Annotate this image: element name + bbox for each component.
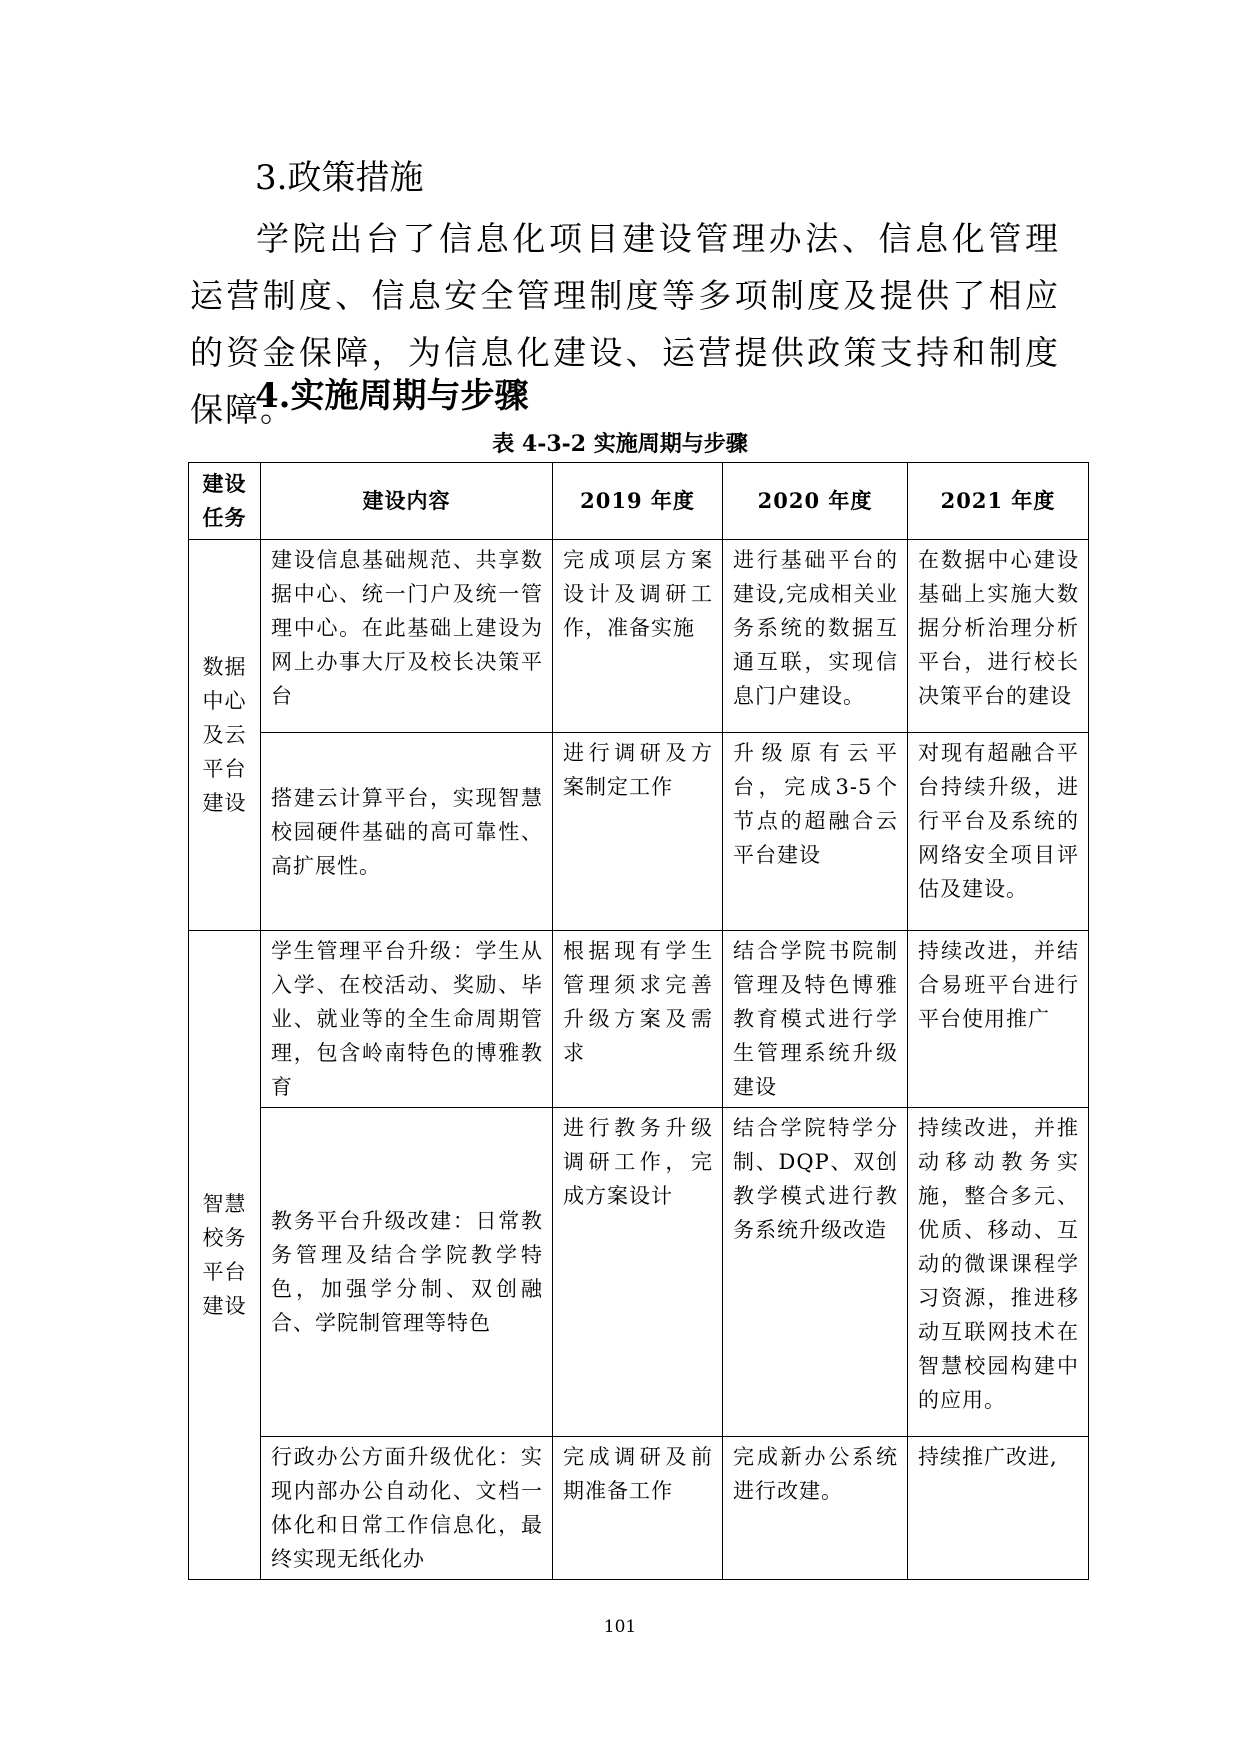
year-2020-cell: 结合学院书院制管理及特色博雅教育模式进行学生管理系统升级建设 — [723, 931, 908, 1108]
table-header-row — [189, 463, 1089, 540]
header-2020: 2020 年度 — [723, 463, 908, 540]
schedule-table — [188, 462, 1089, 1580]
table-row — [189, 540, 1089, 733]
header-2019: 2019 年度 — [553, 463, 723, 540]
year-2021-cell: 持续改进，并结合易班平台进行平台使用推广 — [908, 931, 1089, 1108]
content-cell: 学生管理平台升级：学生从入学、在校活动、奖励、毕业、就业等的全生命周期管理，包含岭南特色的博雅教育 — [261, 931, 553, 1108]
content-cell: 教务平台升级改建：日常教务管理及结合学院教学特色，加强学分制、双创融合、学院制管理等特色 — [261, 1108, 553, 1437]
year-2020-cell: 进行基础平台的建设,完成相关业务系统的数据互通互联，实现信息门户建设。 — [723, 540, 908, 733]
year-2021-cell: 持续推广改进, — [908, 1437, 1089, 1580]
header-task: 建设任务 — [189, 463, 261, 540]
year-2019-cell: 进行调研及方案制定工作 — [553, 733, 723, 931]
section-heading-policy: 3.政策措施 — [255, 158, 424, 198]
task-cell: 智慧校务平台建设 — [189, 931, 261, 1580]
year-2021-cell: 持续改进，并推动移动教务实施，整合多元、优质、移动、互动的微课课程学习资源，推进移动互联网技术在智慧校园构建中的应用。 — [908, 1108, 1089, 1437]
policy-paragraph: 学院出台了信息化项目建设管理办法、信息化管理运营制度、信息安全管理制度等多项制度及提供了相应的资金保障，为信息化建设、运营提供政策支持和制度保障。 — [190, 219, 1060, 429]
content-cell: 搭建云计算平台，实现智慧校园硬件基础的高可靠性、高扩展性。 — [261, 733, 553, 931]
year-2020-cell: 完成新办公系统进行改建。 — [723, 1437, 908, 1580]
table-row — [189, 1108, 1089, 1437]
content-cell: 建设信息基础规范、共享数据中心、统一门户及统一管理中心。在此基础上建设为网上办事大厅及校长决策平台 — [261, 540, 553, 733]
year-2019-cell: 进行教务升级调研工作，完成方案设计 — [553, 1108, 723, 1437]
task-cell: 数据中心及云平台建设 — [189, 540, 261, 931]
page-number: 101 — [603, 1617, 637, 1637]
table-caption: 表 4-3-2 实施周期与步骤 — [492, 431, 748, 457]
year-2021-cell: 对现有超融合平台持续升级，进行平台及系统的网络安全项目评估及建设。 — [908, 733, 1089, 931]
table-row — [189, 931, 1089, 1108]
header-content: 建设内容 — [261, 463, 553, 540]
header-2021: 2021 年度 — [908, 463, 1089, 540]
year-2020-cell: 升级原有云平台，完成3-5个节点的超融合云平台建设 — [723, 733, 908, 931]
table-row — [189, 733, 1089, 931]
section-heading-schedule: 4.实施周期与步骤 — [255, 376, 529, 416]
content-cell: 行政办公方面升级优化：实现内部办公自动化、文档一体化和日常工作信息化，最终实现无纸化办 — [261, 1437, 553, 1580]
year-2019-cell: 完成调研及前期准备工作 — [553, 1437, 723, 1580]
year-2019-cell: 完成项层方案设计及调研工作，准备实施 — [553, 540, 723, 733]
table-row — [189, 1437, 1089, 1580]
year-2019-cell: 根据现有学生管理须求完善升级方案及需 求 — [553, 931, 723, 1108]
year-2021-cell: 在数据中心建设基础上实施大数据分析治理分析平台，进行校长决策平台的建设 — [908, 540, 1089, 733]
year-2020-cell: 结合学院特学分制、DQP、双创教学模式进行教务系统升级改造 — [723, 1108, 908, 1437]
